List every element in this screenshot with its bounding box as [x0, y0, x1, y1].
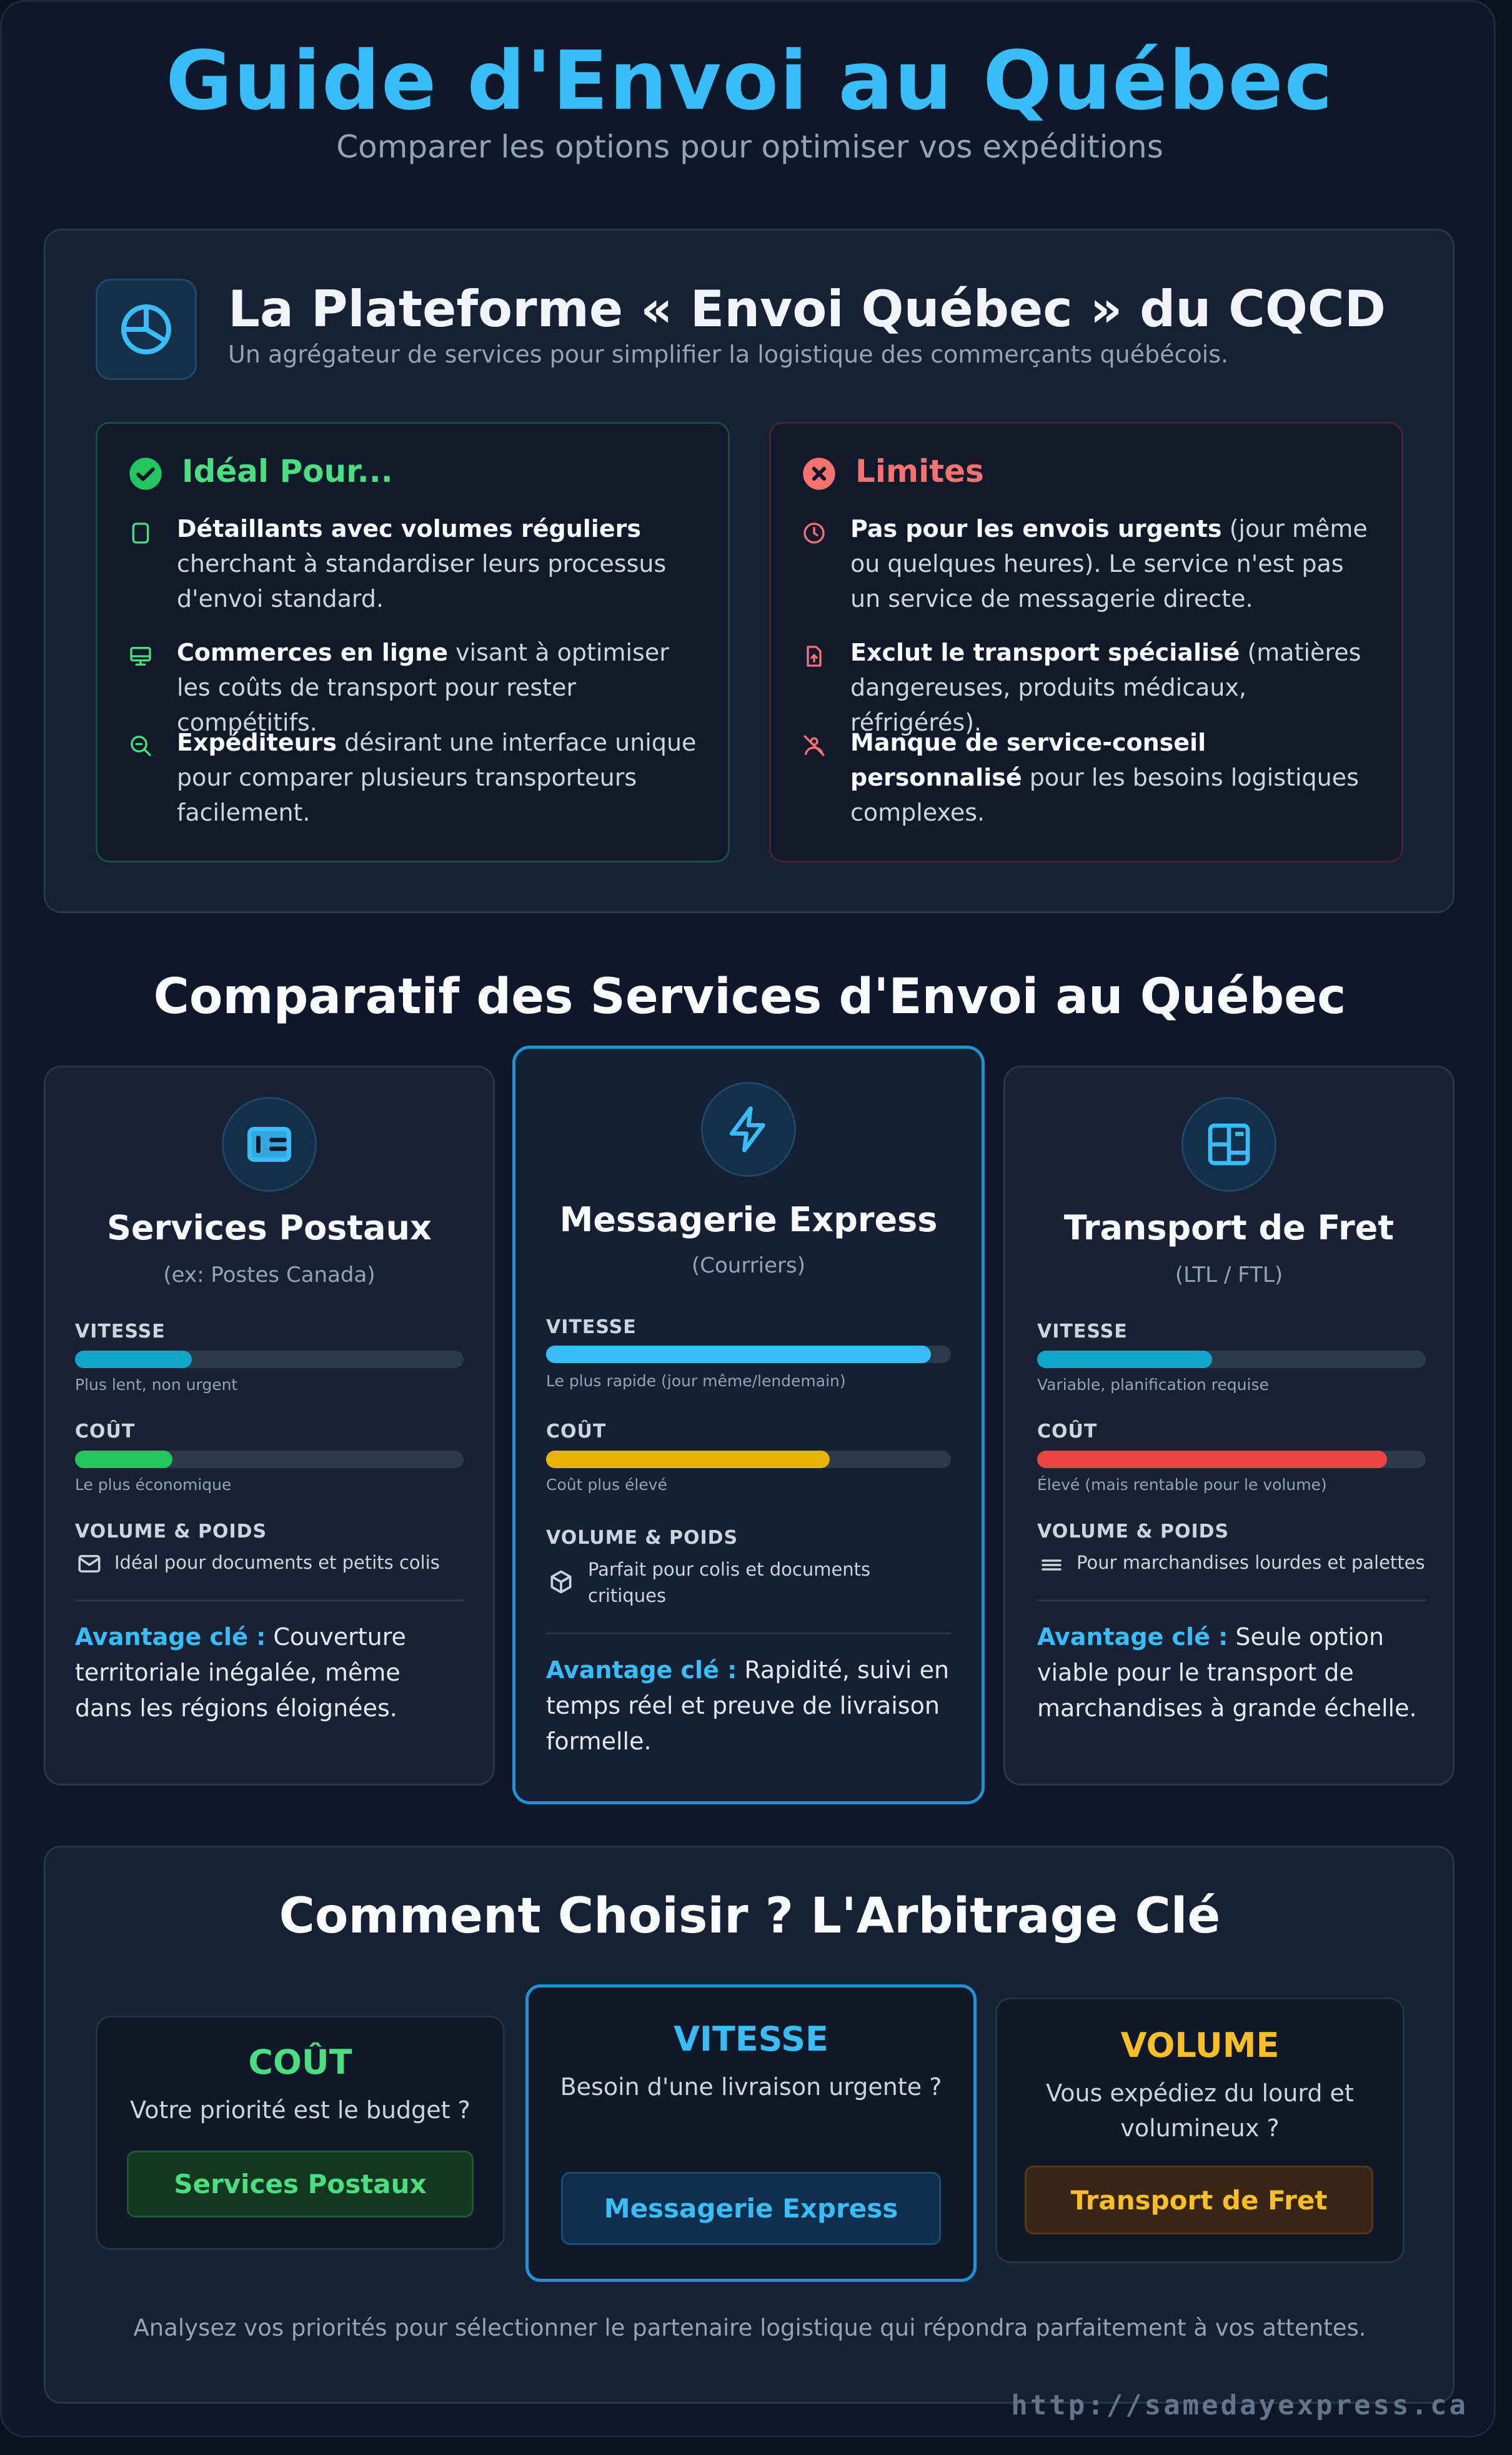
postal-subtitle: (ex: Postes Canada)	[163, 1262, 376, 1288]
clock-icon	[802, 521, 827, 546]
postal-speed-label: VITESSE	[75, 1321, 166, 1342]
ideal-heading: Idéal Pour...	[182, 453, 393, 489]
choice-volume-button[interactable]: Transport de Fret	[1025, 2166, 1373, 2234]
postal-cost-bar	[75, 1451, 172, 1468]
box-icon	[547, 1568, 575, 1596]
pie-chart-icon	[116, 299, 176, 359]
postal-divider	[75, 1599, 464, 1601]
mailbox-icon	[243, 1118, 296, 1171]
freight-speed-bar	[1037, 1351, 1212, 1368]
platform-title: La Plateforme « Envoi Québec » du CQCD	[228, 280, 1386, 338]
freight-title: Transport de Fret	[1063, 1208, 1395, 1248]
freight-subtitle: (LTL / FTL)	[1175, 1262, 1283, 1288]
tablet-icon	[128, 521, 153, 546]
freight-icon-circle	[1181, 1097, 1276, 1192]
comparison-title: Comparatif des Services d'Envoi au Québec	[153, 969, 1346, 1025]
choice-cost-question: Votre priorité est le budget ?	[130, 2096, 470, 2124]
freight-volume-label: VOLUME & POIDS	[1037, 1521, 1230, 1542]
express-speed-note: Le plus rapide (jour même/lendemain)	[546, 1372, 846, 1390]
postal-speed-note: Plus lent, non urgent	[75, 1376, 238, 1394]
limits-heading: Limites	[855, 453, 984, 489]
postal-cost-note: Le plus économique	[75, 1476, 232, 1494]
freight-speed-note: Variable, planification requise	[1037, 1376, 1269, 1394]
platform-subtitle: Un agrégateur de services pour simplifier la logistique des commerçants québécois.	[228, 341, 1229, 368]
freight-cost-note: Élevé (mais rentable pour le volume)	[1037, 1476, 1327, 1494]
express-volume-note: Parfait pour colis et documents critiques	[588, 1559, 871, 1606]
express-cost-label: COÛT	[546, 1421, 607, 1442]
ideal-item-3: Expéditeurs désirant une interface unique pour comparer plusieurs transporteurs facilement.	[177, 729, 697, 826]
freight-speed-track	[1037, 1351, 1426, 1368]
freight-advantage: Avantage clé : Seule option viable pour le transport de marchandises à grande échelle.	[1037, 1623, 1417, 1722]
choice-cost-heading: COÛT	[248, 2042, 352, 2082]
freight-cost-track	[1037, 1451, 1426, 1468]
express-icon-circle	[701, 1082, 796, 1177]
express-title: Messagerie Express	[559, 1200, 938, 1239]
file-upload-icon	[802, 644, 827, 669]
search-dollar-icon	[128, 733, 153, 758]
express-advantage: Avantage clé : Rapidité, suivi en temps réel et preuve de livraison formelle.	[546, 1656, 950, 1755]
choice-volume-heading: VOLUME	[1120, 2026, 1280, 2065]
ideal-item-1: Détaillants avec volumes réguliers cherchant à standardiser leurs processus d'envoi standard.	[177, 515, 667, 612]
limits-item-3: Manque de service-conseil personnalisé pour les besoins logistiques complexes.	[850, 729, 1359, 826]
postal-icon-circle	[222, 1097, 317, 1192]
express-cost-bar	[546, 1451, 830, 1468]
postal-title: Services Postaux	[107, 1208, 432, 1248]
choose-footer: Analysez vos priorités pour sélectionner le partenaire logistique qui répondra parfaitement à vos attentes.	[133, 2314, 1366, 2341]
express-cost-note: Coût plus élevé	[546, 1476, 667, 1494]
postal-volume-label: VOLUME & POIDS	[75, 1521, 267, 1542]
choice-volume-question: Vous expédiez du lourd et volumineux ?	[1046, 2079, 1354, 2142]
choose-title: Comment Choisir ? L'Arbitrage Clé	[279, 1888, 1221, 1944]
express-divider	[546, 1632, 951, 1634]
postal-speed-bar	[75, 1351, 192, 1368]
website-url[interactable]: http://samedayexpress.ca	[1011, 2389, 1468, 2421]
postal-advantage: Avantage clé : Couverture territoriale inégalée, même dans les régions éloignées.	[75, 1623, 406, 1722]
freight-cost-bar	[1037, 1451, 1387, 1468]
freight-divider	[1037, 1599, 1426, 1601]
choice-speed-heading: VITESSE	[674, 2019, 828, 2059]
menu-lines-icon	[1038, 1552, 1065, 1578]
ideal-item-2: Commerces en ligne visant à optimiser les coûts de transport pour rester compétitifs.	[177, 639, 669, 736]
postal-volume-note: Idéal pour documents et petits colis	[114, 1552, 440, 1573]
limits-item-1: Pas pour les envois urgents (jour même ou quelques heures). Le service n'est pas un service de messagerie directe.	[850, 515, 1368, 612]
choice-speed-button[interactable]: Messagerie Express	[561, 2172, 941, 2245]
express-speed-track	[546, 1346, 951, 1363]
postal-speed-track	[75, 1351, 464, 1368]
freight-volume-note: Pour marchandises lourdes et palettes	[1077, 1552, 1425, 1573]
monitor-icon	[128, 644, 153, 669]
check-circle-icon	[128, 456, 163, 491]
limits-item-2: Exclut le transport spécialisé (matières dangereuses, produits médicaux, réfrigérés).	[850, 639, 1361, 736]
choice-speed-question: Besoin d'une livraison urgente ?	[560, 2073, 942, 2101]
postal-cost-label: COÛT	[75, 1421, 136, 1442]
express-speed-bar	[546, 1346, 931, 1363]
choice-cost-button[interactable]: Services Postaux	[127, 2151, 474, 2218]
postal-cost-track	[75, 1451, 464, 1468]
platform-icon-box	[96, 279, 197, 380]
freight-speed-label: VITESSE	[1037, 1321, 1128, 1342]
user-off-icon	[802, 733, 827, 758]
express-cost-track	[546, 1451, 951, 1468]
express-volume-label: VOLUME & POIDS	[546, 1527, 739, 1549]
freight-cost-label: COÛT	[1037, 1421, 1098, 1442]
lightning-icon	[724, 1104, 773, 1154]
page-subtitle: Comparer les options pour optimiser vos expéditions	[336, 129, 1163, 165]
x-circle-icon	[802, 456, 837, 491]
page-title: Guide d'Envoi au Québec	[166, 33, 1334, 128]
pallet-grid-icon	[1204, 1119, 1254, 1169]
express-speed-label: VITESSE	[546, 1316, 637, 1338]
envelope-icon	[76, 1551, 102, 1577]
express-subtitle: (Courriers)	[691, 1253, 806, 1278]
